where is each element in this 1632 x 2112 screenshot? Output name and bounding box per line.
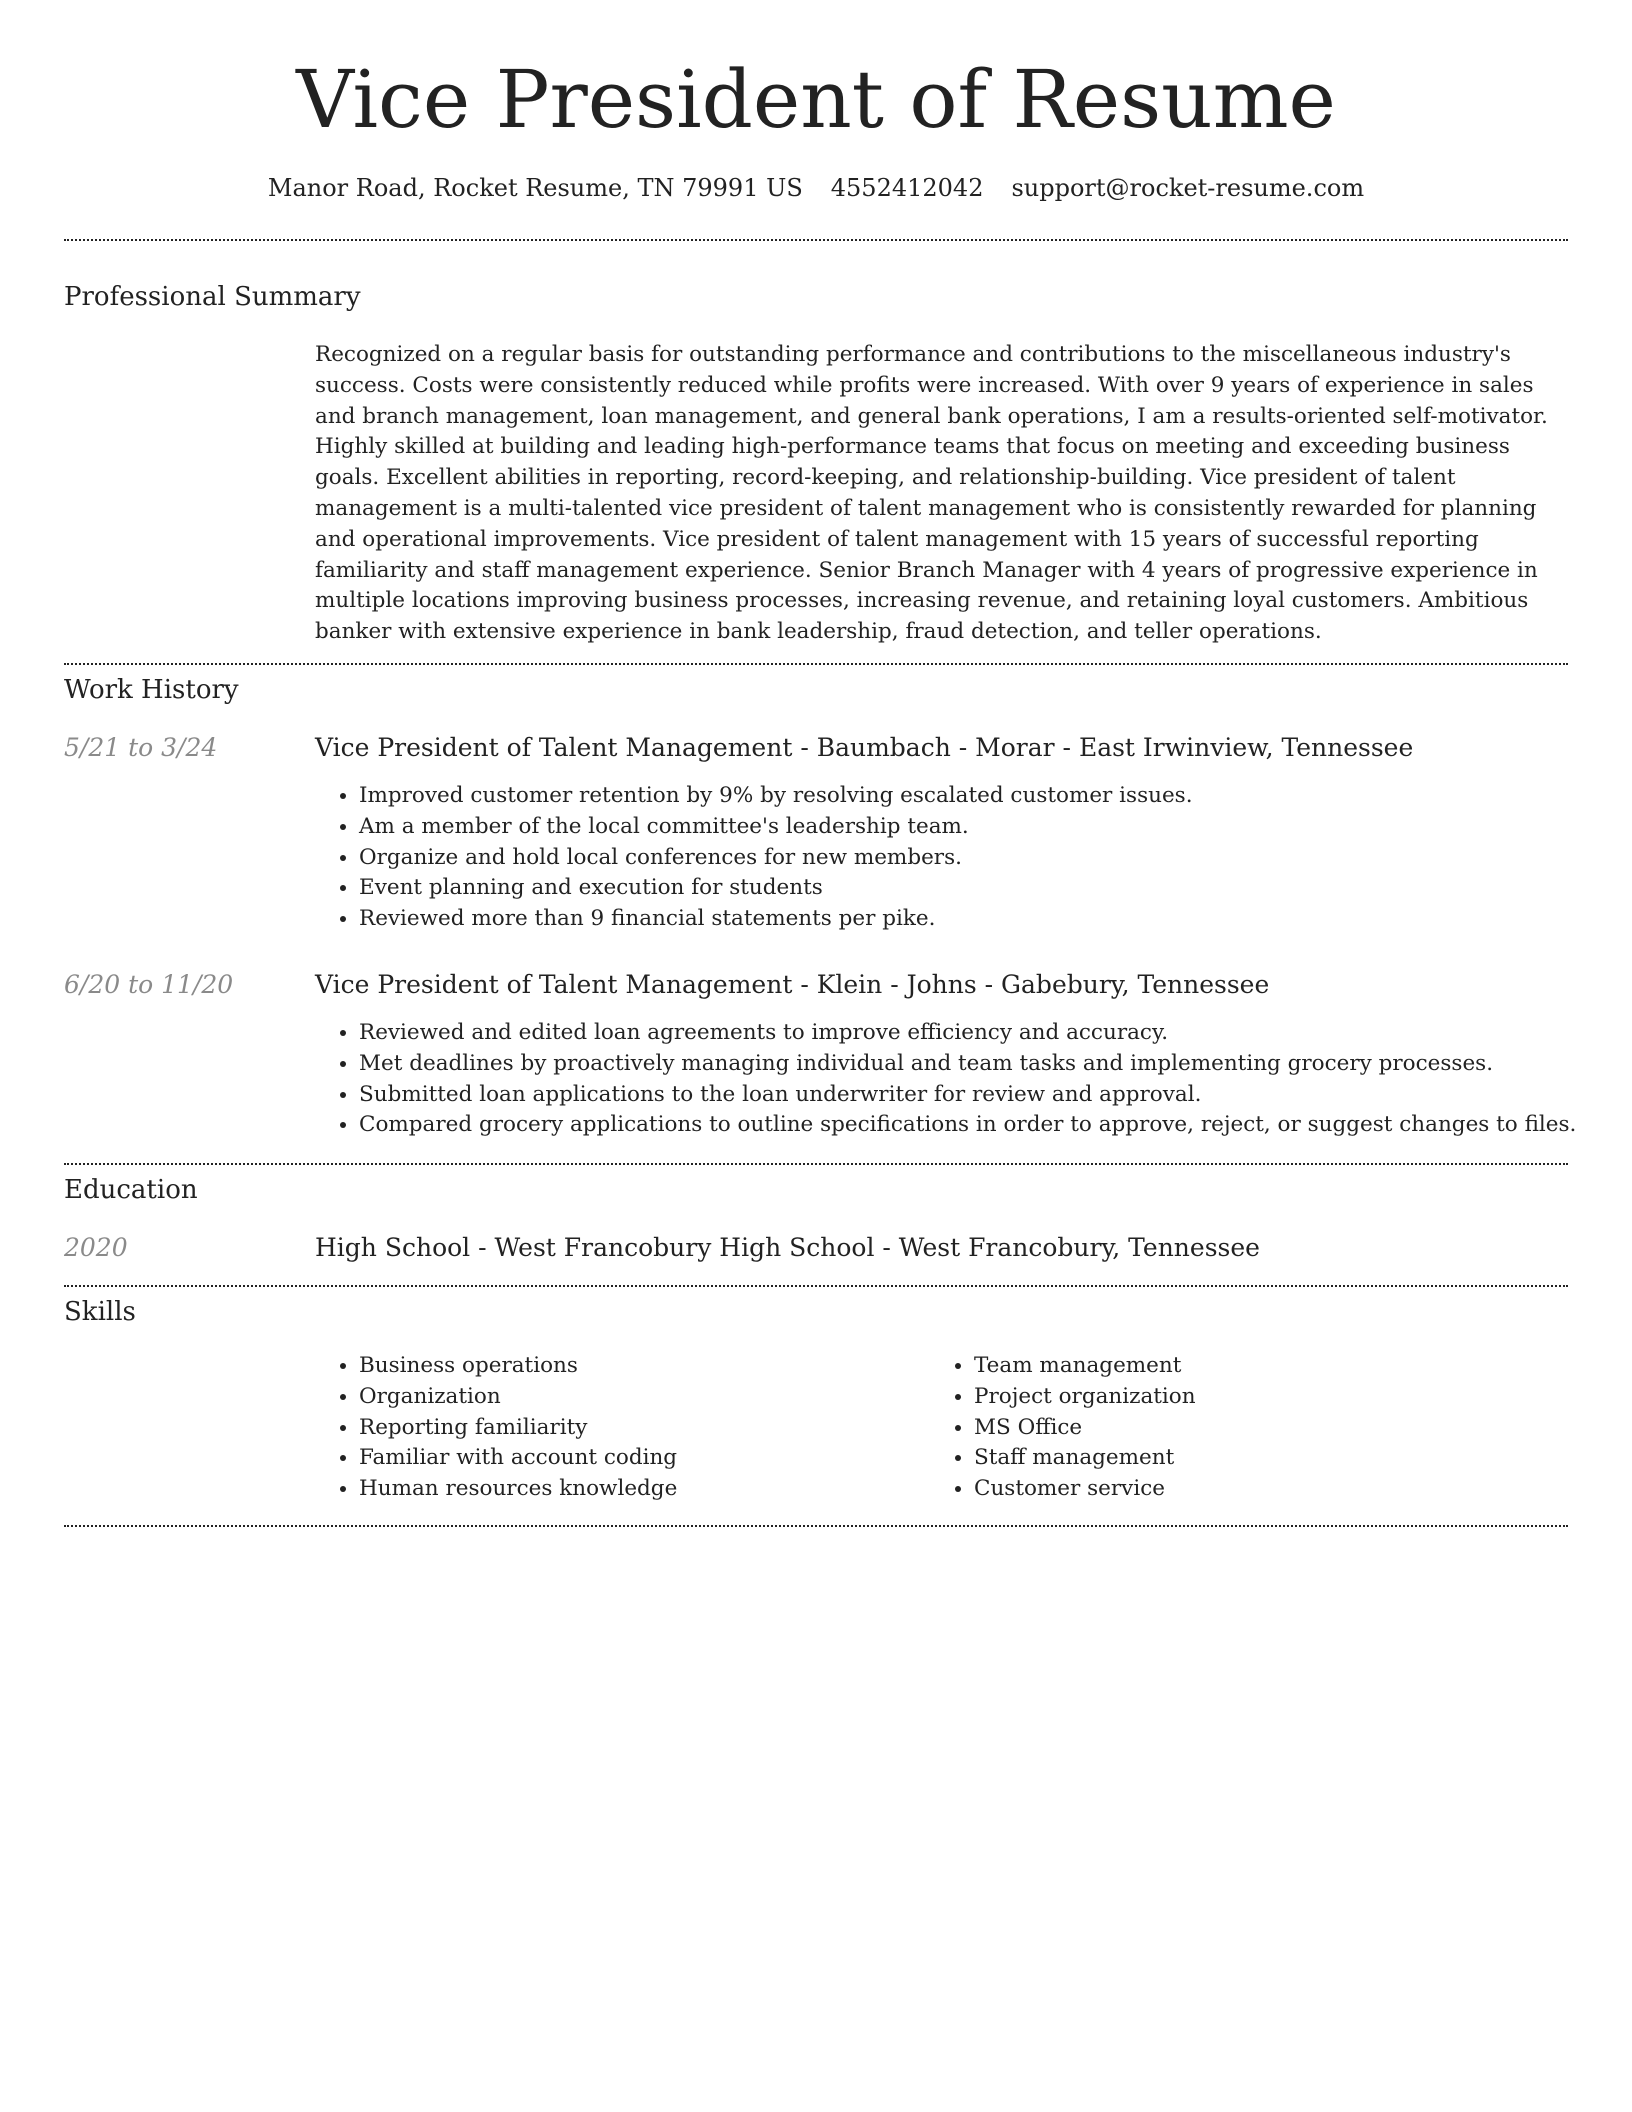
job-bullet-list — [315, 781, 1193, 935]
education-year: 2020 — [64, 1233, 128, 1262]
contact-line — [0, 170, 1632, 206]
section-divider — [64, 239, 1568, 241]
section-divider — [64, 1163, 1568, 1165]
contact-address: Manor Road, Rocket Resume, TN 79991 US — [267, 174, 803, 202]
contact-email: support@rocket-resume.com — [1011, 174, 1365, 202]
job-bullet: • Reviewed and edited loan agreements to improve efficiency and accuracy. — [359, 1018, 1576, 1049]
skill-item: • MS Office — [974, 1413, 1196, 1444]
section-divider — [64, 1525, 1568, 1527]
skill-item: • Organization — [359, 1382, 677, 1413]
contact-phone: 4552412042 — [830, 174, 984, 202]
job-bullet: • Submitted loan applications to the loan underwriter for review and approval. — [359, 1080, 1576, 1111]
section-divider — [64, 1285, 1568, 1287]
education-heading: High School - West Francobury High School - West Francobury, Tennessee — [315, 1233, 1260, 1262]
education-section-title: Education — [64, 1175, 198, 1205]
work-history-section-title: Work History — [64, 675, 239, 705]
job-bullet: • Met deadlines by proactively managing individual and team tasks and implementing grocery processes. — [359, 1049, 1576, 1080]
job-bullet: • Reviewed more than 9 financial statements per pike. — [359, 904, 1193, 935]
skill-item: • Project organization — [974, 1382, 1196, 1413]
job-bullet: • Compared grocery applications to outline specifications in order to approve, reject, or suggest changes to files. — [359, 1110, 1576, 1141]
skill-item: • Reporting familiarity — [359, 1413, 677, 1444]
skills-section-title: Skills — [64, 1297, 136, 1327]
job-heading: Vice President of Talent Management - Baumbach - Morar - East Irwinview, Tennessee — [315, 733, 1414, 762]
skill-item: • Business operations — [359, 1351, 677, 1382]
job-dates: 5/21 to 3/24 — [64, 733, 218, 762]
job-bullet-list — [315, 1018, 1576, 1141]
skills-list-left — [315, 1351, 677, 1505]
summary-text: Recognized on a regular basis for outstanding performance and contributions to the miscellaneous industry's success. Costs were consistently reduced while profits were increased. With over 9 years of experience in sales and branch management, loan management, and general bank operations, I am a results-oriented self-motivator. Highly skilled at building and leading high-performance teams that focus on meeting and exceeding business goals. Excellent abilities in reporting, record-keeping, and relationship-building. Vice president of talent management is a multi-talented vice president of talent management who is consistently rewarded for planning and operational improvements. Vice president of talent management with 15 years of successful reporting familiarity and staff management experience. Senior Branch Manager with 4 years of progressive experience in multiple locations improving business processes, increasing revenue, and retaining loyal customers. Ambitious banker with extensive experience in bank leadership, fraud detection, and teller operations. — [315, 342, 1548, 645]
job-bullet: • Am a member of the local committee's leadership team. — [359, 812, 1193, 843]
skill-item: • Customer service — [974, 1474, 1196, 1505]
job-heading: Vice President of Talent Management - Klein - Johns - Gabebury, Tennessee — [315, 970, 1270, 999]
job-bullet: • Event planning and execution for students — [359, 873, 1193, 904]
skill-item: • Familiar with account coding — [359, 1443, 677, 1474]
job-bullet: • Improved customer retention by 9% by resolving escalated customer issues. — [359, 781, 1193, 812]
section-divider — [64, 663, 1568, 665]
skill-item: • Staff management — [974, 1443, 1196, 1474]
job-bullet: • Organize and hold local conferences for new members. — [359, 843, 1193, 874]
skill-item: • Human resources knowledge — [359, 1474, 677, 1505]
summary-section-title: Professional Summary — [64, 282, 361, 312]
job-dates: 6/20 to 11/20 — [64, 970, 234, 999]
skill-item: • Team management — [974, 1351, 1196, 1382]
skills-list-right — [930, 1351, 1196, 1505]
candidate-name: Vice President of Resume — [296, 53, 1336, 146]
